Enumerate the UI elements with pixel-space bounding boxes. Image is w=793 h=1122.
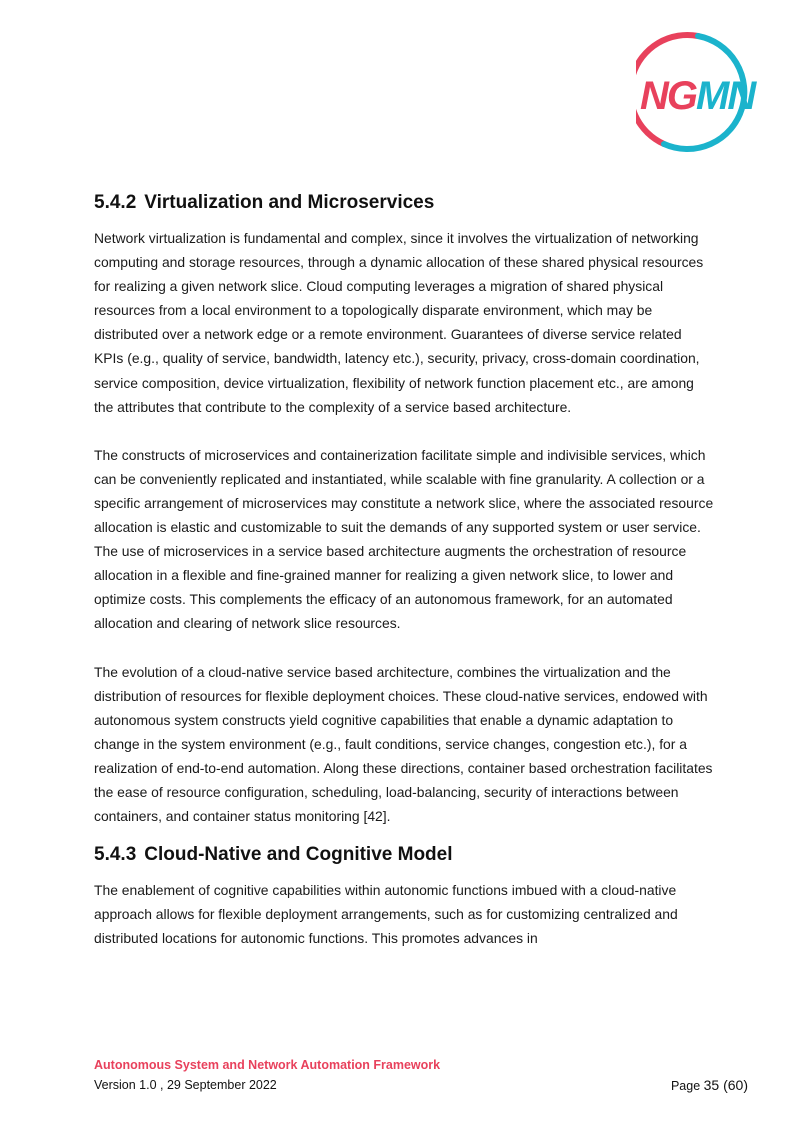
logo-text-ng: NG bbox=[640, 74, 696, 118]
paragraph: The evolution of a cloud-native service based architecture, combines the virtualization and the distribution of resources for flexible deployment choices. These cloud-native services, endowed with autonomous system constructs yield cognitive capabilities that enable a dynamic adaptation to change in the system environment (e.g., fault conditions, service changes, congestion etc.), for a realization of end-to-end automation. Along these directions, container based orchestration facilitates the ease of resource configuration, scheduling, load-balancing, security of interactions between containers, and container status monitoring [42]. bbox=[94, 663, 713, 825]
section-number: 5.4.2 bbox=[94, 192, 137, 213]
section-number: 5.4.3 bbox=[94, 844, 137, 866]
page-label: Page bbox=[670, 1079, 701, 1093]
page-content bbox=[94, 190, 714, 950]
footer-page-number bbox=[671, 1077, 748, 1093]
paragraph: The constructs of microservices and containerization facilitate simple and indivisible services, which can be conveniently replicated and instantiated, while scalable with fine granularity. A collection or a specific arrangement of microservices may constitute a network slice, where the associated resource allocation is elastic and customizable to suit the demands of any supported system or user service. The use of microservices in a service based architecture augments the orchestration of resource allocation in a flexible and fine-grained manner for realizing a given network slice, to lower and optimize costs. This complements the efficacy of an autonomous framework, for an automated allocation and clearing of network slice resources. bbox=[94, 446, 714, 632]
section-heading bbox=[94, 190, 714, 216]
section-heading bbox=[94, 842, 714, 868]
page-number: 35 (60) bbox=[703, 1077, 748, 1093]
footer-version: Version 1.0 , 29 September 2022 bbox=[94, 1078, 277, 1092]
section-title: Cloud-Native and Cognitive Model bbox=[144, 844, 453, 866]
logo-text-mn: MN bbox=[696, 74, 755, 118]
paragraph: Network virtualization is fundamental and complex, since it involves the virtualization of networking computing and storage resources, through a dynamic allocation of these shared physical resources for realizing a given network slice. Cloud computing leverages a migration of shared physical resources from a local environment to a topologically disparate environment, which may be distributed over a network edge or a remote environment. Guarantees of diverse service related KPIs (e.g., quality of service, bandwidth, latency etc.), security, privacy, cross-domain coordination, service composition, device virtualization, flexibility of network function placement etc., are among the attributes that contribute to the complexity of a service based architecture. bbox=[94, 230, 704, 415]
section-title: Virtualization and Microservices bbox=[144, 192, 435, 213]
footer-document-title: Autonomous System and Network Automation Framework bbox=[94, 1058, 441, 1072]
ngmn-logo bbox=[636, 31, 760, 155]
paragraph: The enablement of cognitive capabilities within autonomic functions imbued with a cloud-native approach allows for flexible deployment arrangements, such as for customizing centralized and distributed locations for autonomic functions. This promotes advances in bbox=[94, 882, 678, 947]
